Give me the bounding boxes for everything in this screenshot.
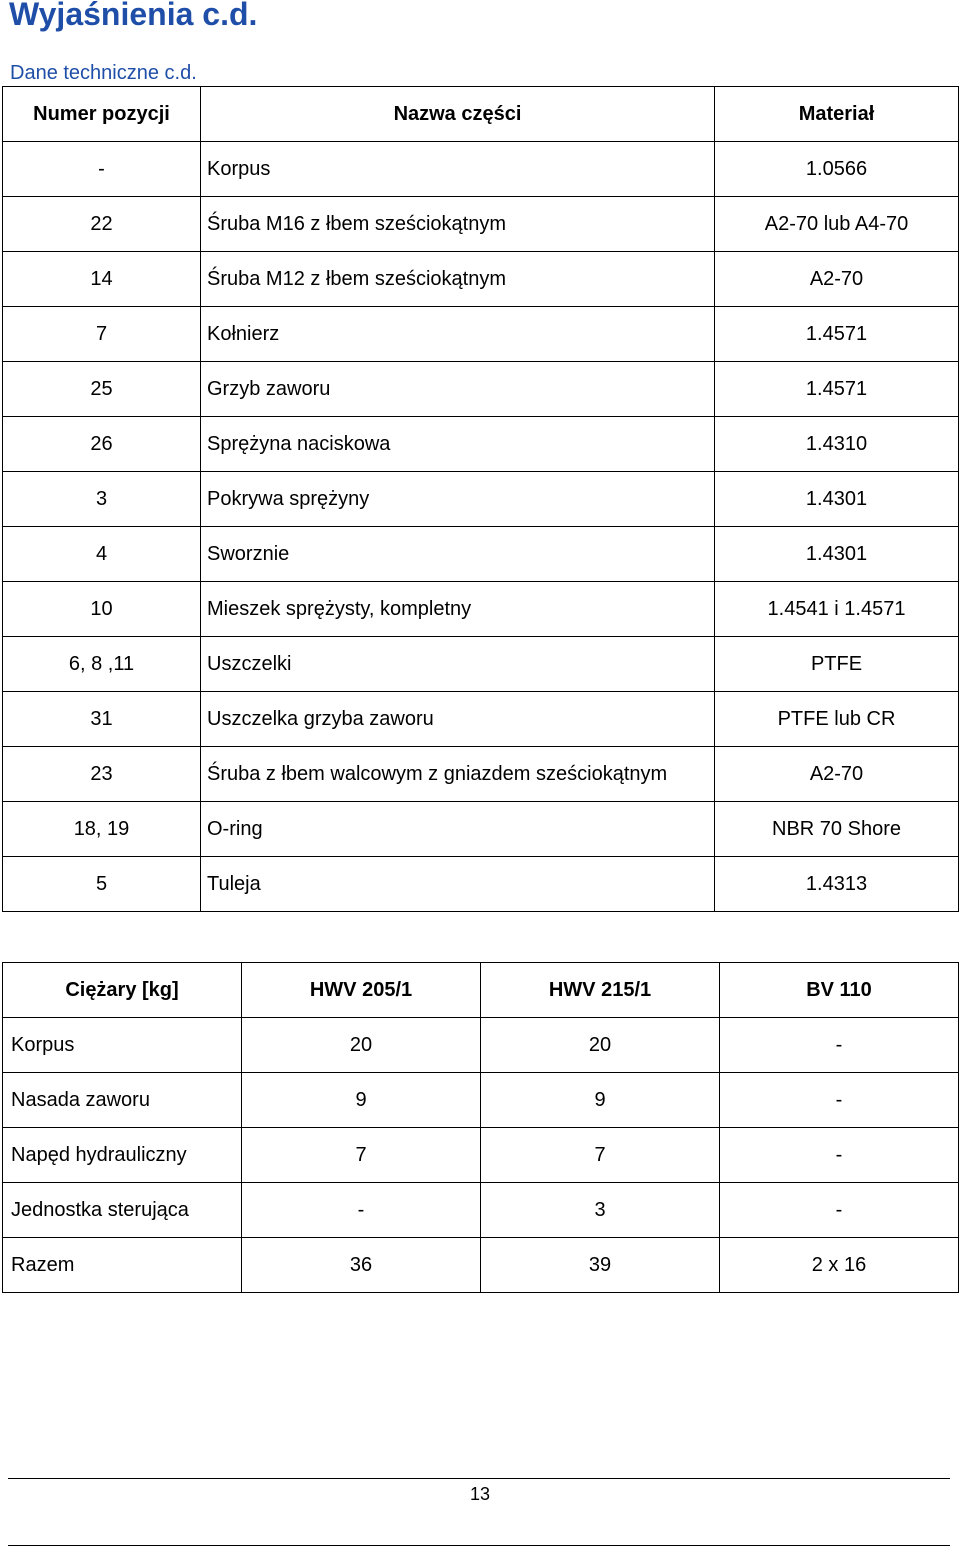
weight-bv-110-cell: - <box>720 1073 959 1128</box>
part-position-cell: 18, 19 <box>3 802 201 857</box>
weight-bv-110-cell: - <box>720 1128 959 1183</box>
part-material-cell: 1.4310 <box>715 417 959 472</box>
weight-label-cell: Jednostka sterująca <box>3 1183 242 1238</box>
part-material-cell: 1.4313 <box>715 857 959 912</box>
part-position-cell: 22 <box>3 197 201 252</box>
part-position-cell: 5 <box>3 857 201 912</box>
part-position-cell: 31 <box>3 692 201 747</box>
table-row <box>3 307 959 362</box>
weight-hwv-215-cell: 3 <box>481 1183 720 1238</box>
table-row <box>3 197 959 252</box>
part-name-cell: Sprężyna naciskowa <box>201 417 715 472</box>
weights-table-body <box>3 1018 959 1293</box>
part-material-cell: 1.4571 <box>715 362 959 417</box>
table-row <box>3 472 959 527</box>
footer-bottom-rule <box>8 1545 950 1546</box>
part-position-cell: 6, 8 ,11 <box>3 637 201 692</box>
weight-hwv-205-cell: 20 <box>242 1018 481 1073</box>
part-position-cell: 14 <box>3 252 201 307</box>
part-position-cell: 23 <box>3 747 201 802</box>
weights-table <box>2 962 959 1293</box>
weight-hwv-215-cell: 20 <box>481 1018 720 1073</box>
page-number: 13 <box>469 1484 491 1504</box>
part-name-cell: Mieszek sprężysty, kompletny <box>201 582 715 637</box>
section-subtitle: Dane techniczne c.d. <box>10 62 197 84</box>
part-material-cell: 1.4541 i 1.4571 <box>715 582 959 637</box>
weight-hwv-205-cell: 36 <box>242 1238 481 1293</box>
part-position-cell: 4 <box>3 527 201 582</box>
table-row <box>3 417 959 472</box>
footer-top-rule <box>8 1478 950 1479</box>
part-position-cell: 3 <box>3 472 201 527</box>
part-material-cell: PTFE lub CR <box>715 692 959 747</box>
part-material-cell: A2-70 <box>715 747 959 802</box>
weights-header-bv-110: BV 110 <box>720 963 959 1018</box>
part-position-cell: 10 <box>3 582 201 637</box>
part-name-cell: Sworznie <box>201 527 715 582</box>
part-position-cell: - <box>3 142 201 197</box>
table-row <box>3 1183 959 1238</box>
weight-label-cell: Korpus <box>3 1018 242 1073</box>
part-material-cell: 1.4571 <box>715 307 959 362</box>
part-name-cell: Uszczelka grzyba zaworu <box>201 692 715 747</box>
part-name-cell: Pokrywa sprężyny <box>201 472 715 527</box>
weights-header-hwv-215: HWV 215/1 <box>481 963 720 1018</box>
parts-table-header-row <box>3 87 959 142</box>
table-row <box>3 142 959 197</box>
part-name-cell: Śruba M12 z łbem sześciokątnym <box>201 252 715 307</box>
table-row <box>3 802 959 857</box>
part-material-cell: A2-70 lub A4-70 <box>715 197 959 252</box>
part-material-cell: NBR 70 Shore <box>715 802 959 857</box>
weight-hwv-215-cell: 39 <box>481 1238 720 1293</box>
table-row <box>3 857 959 912</box>
part-material-cell: PTFE <box>715 637 959 692</box>
part-name-cell: O-ring <box>201 802 715 857</box>
page-title: Wyjaśnienia c.d. <box>9 0 258 32</box>
parts-table-body <box>3 142 959 912</box>
part-material-cell: 1.4301 <box>715 527 959 582</box>
part-material-cell: 1.0566 <box>715 142 959 197</box>
table-row <box>3 1128 959 1183</box>
parts-header-part-name: Nazwa części <box>201 87 715 142</box>
part-name-cell: Tuleja <box>201 857 715 912</box>
table-row <box>3 692 959 747</box>
part-name-cell: Uszczelki <box>201 637 715 692</box>
table-row <box>3 1238 959 1293</box>
table-row <box>3 1073 959 1128</box>
part-material-cell: A2-70 <box>715 252 959 307</box>
weights-header-hwv-205: HWV 205/1 <box>242 963 481 1018</box>
table-row <box>3 362 959 417</box>
weight-bv-110-cell: 2 x 16 <box>720 1238 959 1293</box>
table-row <box>3 637 959 692</box>
weights-header-label: Ciężary [kg] <box>3 963 242 1018</box>
weight-bv-110-cell: - <box>720 1018 959 1073</box>
table-row <box>3 747 959 802</box>
weight-hwv-205-cell: 9 <box>242 1073 481 1128</box>
weights-table-header-row <box>3 963 959 1018</box>
part-material-cell: 1.4301 <box>715 472 959 527</box>
table-row <box>3 527 959 582</box>
parts-header-position: Numer pozycji <box>3 87 201 142</box>
weight-label-cell: Napęd hydrauliczny <box>3 1128 242 1183</box>
weight-hwv-215-cell: 9 <box>481 1073 720 1128</box>
part-name-cell: Śruba M16 z łbem sześciokątnym <box>201 197 715 252</box>
part-name-cell: Grzyb zaworu <box>201 362 715 417</box>
part-position-cell: 26 <box>3 417 201 472</box>
part-position-cell: 7 <box>3 307 201 362</box>
table-row <box>3 582 959 637</box>
part-name-cell: Śruba z łbem walcowym z gniazdem sześciokątnym <box>201 747 715 802</box>
weight-hwv-215-cell: 7 <box>481 1128 720 1183</box>
parts-header-material: Materiał <box>715 87 959 142</box>
parts-table <box>2 86 959 912</box>
part-name-cell: Korpus <box>201 142 715 197</box>
weight-hwv-205-cell: 7 <box>242 1128 481 1183</box>
weight-label-cell: Razem <box>3 1238 242 1293</box>
table-row <box>3 1018 959 1073</box>
table-row <box>3 252 959 307</box>
weight-label-cell: Nasada zaworu <box>3 1073 242 1128</box>
weight-hwv-205-cell: - <box>242 1183 481 1238</box>
part-name-cell: Kołnierz <box>201 307 715 362</box>
part-position-cell: 25 <box>3 362 201 417</box>
weight-bv-110-cell: - <box>720 1183 959 1238</box>
